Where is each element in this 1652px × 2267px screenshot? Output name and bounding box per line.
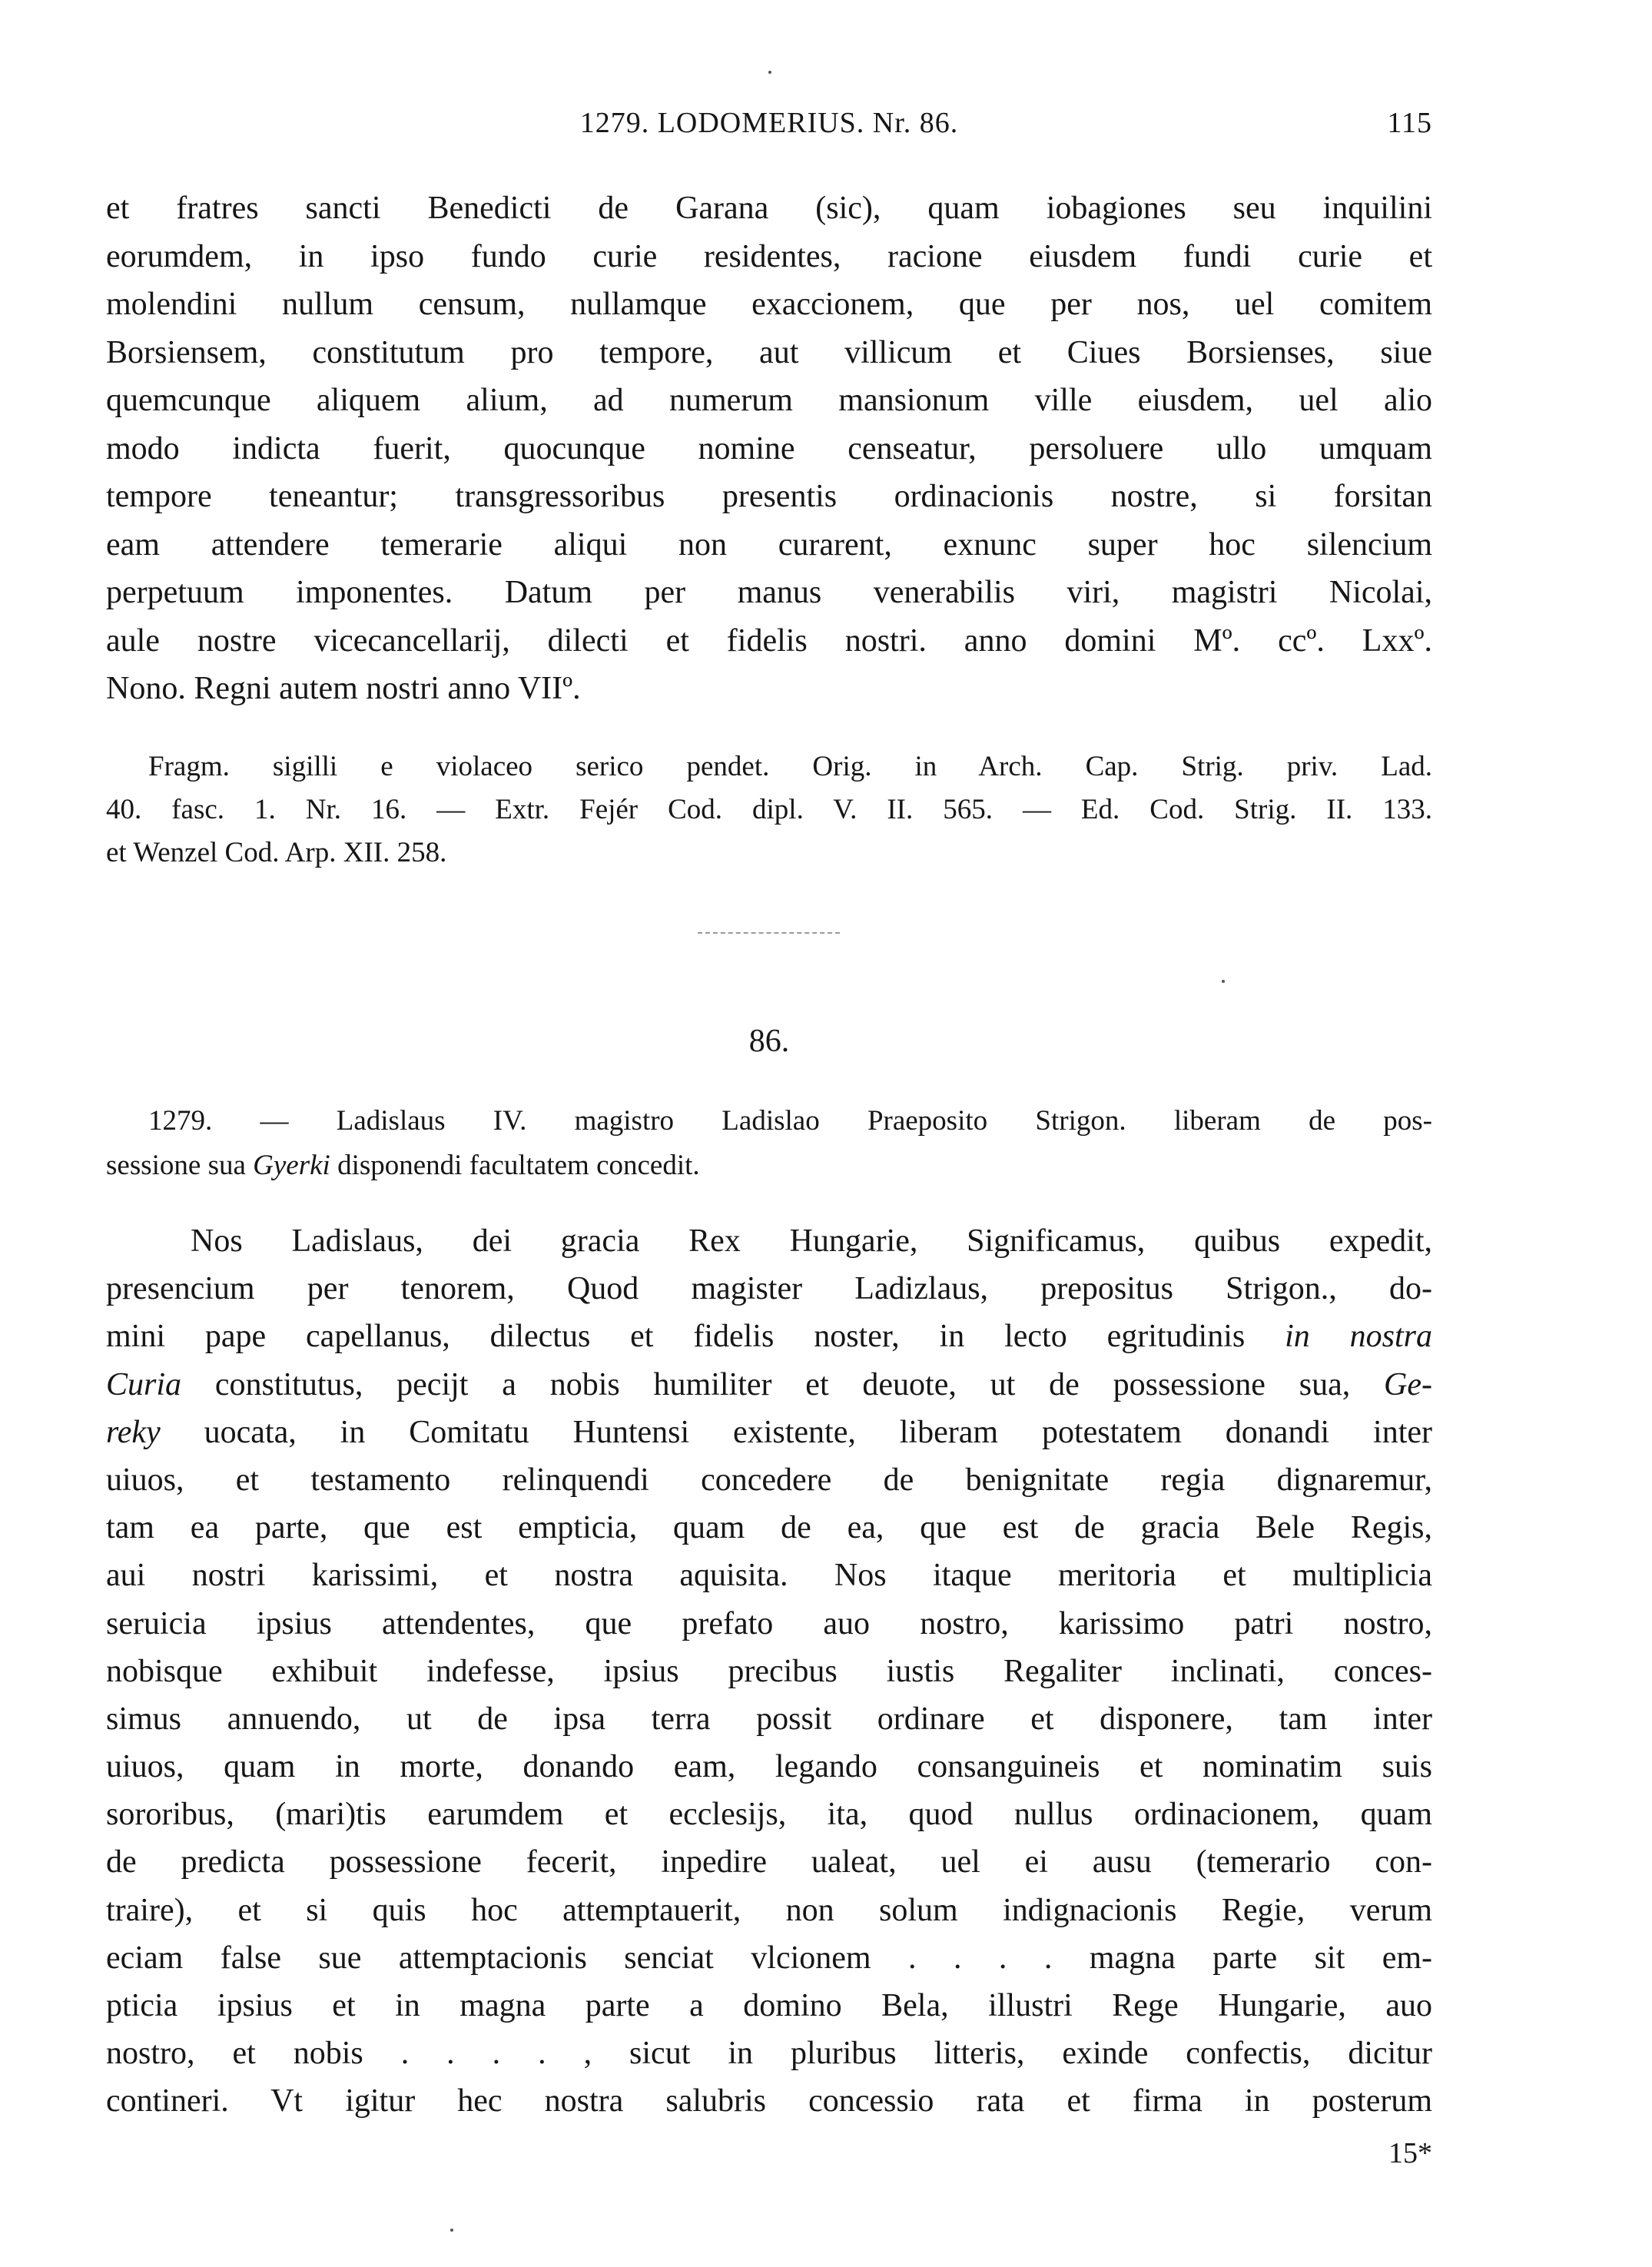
text-line: uiuos, quam in morte, donando eam, legando consanguineis et nominatim suis [106, 1749, 1432, 1785]
print-speck [768, 71, 771, 74]
text-line [106, 1313, 1432, 1360]
text-line: tam ea parte, que est empticia, quam de ea, que est de gracia Bele Regis, [106, 1510, 1432, 1546]
place-name-italic: Gyerki [253, 1150, 330, 1181]
text-line [106, 1361, 1432, 1409]
text-line: aule nostre vicecancellarij, dilecti et fidelis nostri. anno domini Mº. ccº. Lxxº. [106, 622, 1432, 659]
text-line: quemcunque aliquem alium, ad numerum mansionum ville eiusdem, uel alio [106, 383, 1432, 418]
text-line: tempore teneantur; transgressoribus presentis ordinacionis nostre, si forsitan [106, 479, 1432, 514]
section-separator [698, 932, 840, 934]
text-line: perpetuum imponentes. Datum per manus venerabilis viri, magistri Nicolai, [106, 575, 1432, 610]
summary-text: disponendi facultatem concedit. [330, 1150, 700, 1181]
text-line: eam attendere temerarie aliqui non curarent, exnunc super hoc silencium [106, 526, 1432, 563]
source-note [106, 745, 1432, 875]
source-line: 40. fasc. 1. Nr. 16. — Extr. Fejér Cod. dipl. V. II. 565. — Ed. Cod. Strig. II. 133. [106, 794, 1432, 825]
charter-text [106, 1217, 1432, 2126]
text-line: simus annuendo, ut de ipsa terra possit ordinare et disponere, tam inter [106, 1701, 1432, 1737]
text-line: eciam false sue attemptacionis senciat vlcionem . . . . magna parte sit em- [106, 1940, 1432, 1976]
header-title: 1279. LODOMERIUS. Nr. 86. [579, 107, 959, 139]
text-line: uiuos, et testamento relinquendi concedere de benignitate regia dignaremur, [106, 1462, 1432, 1498]
print-speck [1222, 980, 1225, 983]
text-line: Nono. Regni autem nostri anno VIIº. [106, 671, 581, 706]
text-line: contineri. Vt igitur hec nostra salubris concessio rata et firma in posterum [106, 2083, 1432, 2119]
text-line: Nos Ladislaus, dei gracia Rex Hungarie, Significamus, quibus expedit, [191, 1223, 1432, 1259]
text-line: presencium per tenorem, Quod magister Ladizlaus, prepositus Strigon., do- [106, 1271, 1432, 1307]
charter-text-continuation [106, 184, 1432, 713]
text-line: pticia ipsius et in magna parte a domino Bela, illustri Rege Hungarie, auo [106, 1988, 1432, 2023]
italic-segment: Curia [106, 1366, 182, 1402]
text-segment: constitutus, pecijt a nobis humiliter et deuote, ut de possessione sua, [214, 1366, 1351, 1402]
page-number: 115 [1387, 107, 1432, 139]
italic-segment: reky [106, 1414, 161, 1450]
text-segment: uocata, in Comitatu Huntensi existente, liberam potestatem donandi inter [204, 1414, 1432, 1450]
text-line: Borsiensem, constitutum pro tempore, aut villicum et Ciues Borsienses, siue [106, 334, 1432, 370]
summary-line: 1279. — Ladislaus IV. magistro Ladislao Praeposito Strigon. liberam de pos- [148, 1105, 1432, 1137]
text-line: nostro, et nobis . . . . , sicut in pluribus litteris, exinde confectis, dicitur [106, 2036, 1432, 2072]
text-line: et fratres sancti Benedicti de Garana (sic), quam iobagiones seu inquilini [106, 191, 1432, 226]
text-line: modo indicta fuerit, quocunque nomine censeatur, persoluere ullo umquam [106, 430, 1432, 466]
document-page [106, 0, 1432, 2267]
source-line: et Wenzel Cod. Arp. XII. 258. [106, 837, 447, 868]
text-segment: mini pape capellanus, dilectus et fidelis noster, in lecto egritudinis [106, 1319, 1246, 1355]
italic-segment: in nostra [1285, 1319, 1432, 1355]
text-line: nobisque exhibuit indefesse, ipsius precibus iustis Regaliter inclinati, conces- [106, 1653, 1432, 1689]
source-line: Fragm. sigilli e violaceo serico pendet. Orig. in Arch. Cap. Strig. priv. Lad. [148, 751, 1432, 782]
document-number-block [106, 1018, 1432, 1064]
italic-segment: Ge- [1384, 1366, 1432, 1402]
text-line: de predicta possessione fecerit, inpedire ualeat, uel ei ausu (temerario con- [106, 1844, 1432, 1880]
summary-line [106, 1143, 1432, 1188]
text-line: aui nostri karissimi, et nostra aquisita. Nos itaque meritoria et multiplicia [106, 1558, 1432, 1594]
signature-mark: 15* [1388, 2137, 1432, 2169]
running-header [106, 106, 1432, 152]
summary-text: sessione sua [106, 1150, 254, 1181]
document-summary [106, 1099, 1432, 1188]
text-line: traire), et si quis hoc attemptauerit, non solum indignacionis Regie, verum [106, 1892, 1432, 1928]
text-line: eorumdem, in ipso fundo curie residentes, racione eiusdem fundi curie et [106, 238, 1432, 274]
text-line: sororibus, (mari)tis earumdem et ecclesijs, ita, quod nullus ordinacionem, quam [106, 1797, 1432, 1833]
text-line [106, 1409, 1432, 1456]
text-line: seruicia ipsius attendentes, que prefato auo nostro, karissimo patri nostro, [106, 1605, 1432, 1641]
text-line: molendini nullum censum, nullamque exaccionem, que per nos, uel comitem [106, 287, 1432, 322]
print-speck [450, 2229, 453, 2232]
document-number: 86. [748, 1024, 790, 1059]
